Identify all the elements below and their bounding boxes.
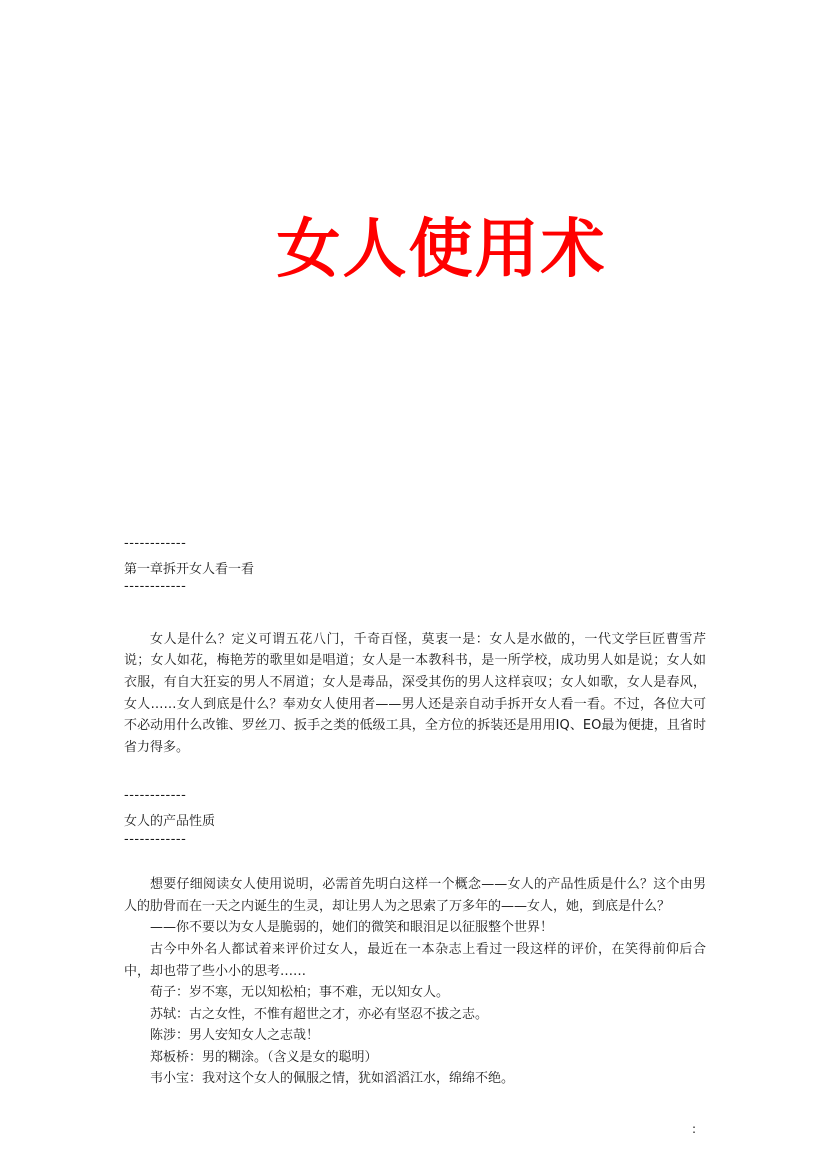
chapter-heading: 第一章拆开女人看一看 bbox=[124, 561, 255, 577]
quote-line: 郑板桥：男的糊涂。（含义是女的聪明） bbox=[150, 1049, 378, 1065]
separator-line: ------------ bbox=[124, 579, 187, 595]
section-paragraph: ——你不要以为女人是脆弱的，她们的微笑和眼泪足以征服整个世界！ bbox=[150, 920, 554, 936]
separator-line: ------------ bbox=[124, 536, 187, 551]
quote-line: 荀子：岁不寒，无以知松柏；事不难，无以知女人。 bbox=[150, 985, 450, 1001]
quote-line: 陈涉：男人安知女人之志哉！ bbox=[150, 1028, 320, 1044]
separator-line: ------------ bbox=[124, 788, 187, 804]
section-heading: 女人的产品性质 bbox=[124, 813, 216, 829]
document-body bbox=[124, 537, 706, 1090]
quote-line: 韦小宝：我对这个女人的佩服之情，犹如滔滔江水，绵绵不绝。 bbox=[150, 1071, 515, 1087]
section-paragraph: 想要仔细阅读女人使用说明，必需首先明白这样一个概念——女人的产品性质是什么？这个由男人的肋骨而在一天之内诞生的生灵，却让男人为之思索了万多年的——女人，她，到底是什么？ bbox=[124, 877, 706, 914]
document-title: 女人使用术 bbox=[276, 213, 607, 287]
section-paragraph: 古今中外名人都试着来评价过女人，最近在一本杂志上看过一段这样的评价，在笑得前仰后合中，却也带了些小小的思考…… bbox=[124, 941, 706, 979]
quote-line: 苏轼：古之女性，不惟有超世之才，亦必有坚忍不拔之志。 bbox=[150, 1006, 489, 1022]
page-mark: : bbox=[692, 1122, 697, 1136]
chapter-paragraph: 女人是什么？定义可谓五花八门，千奇百怪，莫衷一是：女人是水做的，一代文学巨匠曹雪芹说；女人如花，梅艳芳的歌里如是唱道；女人是一本教科书，是一所学校，成功男人如是说；女人如衣服，有自大狂妄的男人不屑道；女人是毒品，深受其伤的男人这样哀叹；女人如歌，女人是春风，女人……女人到底是什么？奉劝女人使用者——男人还是亲自动手拆开女人看一看。不过，各位大可不必动用什么改锥、罗丝刀、扳手之类的低级工具，全方位的拆装还是用用IQ、EO最为便捷，且省时省力得多。 bbox=[124, 631, 706, 755]
separator-line: ------------ bbox=[124, 831, 187, 847]
